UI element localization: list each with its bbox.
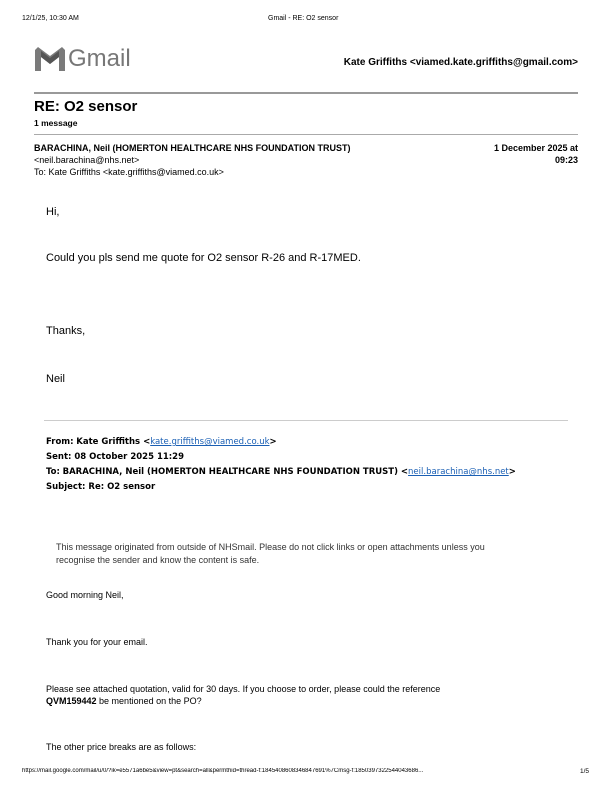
quoted-price-breaks: The other price breaks are as follows: (46, 742, 197, 752)
quoted-quote-line2: QVM159442 be mentioned on the PO? (46, 696, 202, 706)
gmail-brand: Gmail (68, 45, 131, 72)
quoted-from: From: Kate Griffiths <kate.griffiths@viamed.co.uk> (46, 437, 277, 447)
quote-reference: QVM159442 (46, 696, 97, 706)
print-page-number: 1/5 (580, 768, 590, 775)
body-signoff: Neil (46, 373, 65, 385)
thread-subject: RE: O2 sensor (34, 98, 138, 115)
quoted-to-email[interactable]: neil.barachina@nhs.net (408, 467, 509, 477)
external-warning-line2: recognise the sender and know the content is safe. (56, 555, 260, 565)
account-email: Kate Griffiths <viamed.kate.griffiths@gmail.com> (343, 57, 578, 68)
quoted-thanks: Thank you for your email. (46, 637, 148, 647)
quoted-quote-line1: Please see attached quotation, valid for 30 days. If you choose to order, please could the reference (46, 684, 441, 694)
print-url: https://mail.google.com/mail/u/0/?ik=e5571a6be5&view=pt&search=all&permthid=thread-f:1845408608346847691%7Cmsg-f:1850397322544043686... (22, 768, 424, 774)
body-request: Could you pls send me quote for O2 sensor R-26 and R-17MED. (46, 252, 361, 264)
message-time: 09:23 (554, 155, 578, 165)
body-thanks: Thanks, (46, 325, 86, 337)
quoted-from-email[interactable]: kate.griffiths@viamed.co.uk (150, 437, 270, 447)
print-page-title: Gmail - RE: O2 sensor (268, 15, 339, 22)
message-count: 1 message (34, 118, 78, 128)
message-date: 1 December 2025 at (493, 143, 578, 153)
quoted-to: To: BARACHINA, Neil (HOMERTON HEALTHCARE NHS FOUNDATION TRUST) <neil.barachina@nhs.net> (46, 467, 516, 477)
gmail-m-icon (33, 46, 67, 72)
print-datetime: 12/1/25, 10:30 AM (22, 15, 79, 22)
gmail-logo (33, 46, 67, 77)
recipient: To: Kate Griffiths <kate.griffiths@viamed.co.uk> (34, 167, 224, 177)
quoted-greeting: Good morning Neil, (46, 590, 124, 600)
external-warning-line1: This message originated from outside of NHSmail. Please do not click links or open attachments unless you (56, 542, 485, 552)
body-greeting: Hi, (46, 206, 60, 218)
quoted-sent: Sent: 08 October 2025 11:29 (46, 452, 185, 462)
quoted-subject: Subject: Re: O2 sensor (46, 482, 156, 492)
sender-email[interactable]: <neil.barachina@nhs.net> (34, 155, 140, 165)
sender-name: BARACHINA, Neil (HOMERTON HEALTHCARE NHS FOUNDATION TRUST) (34, 143, 351, 153)
